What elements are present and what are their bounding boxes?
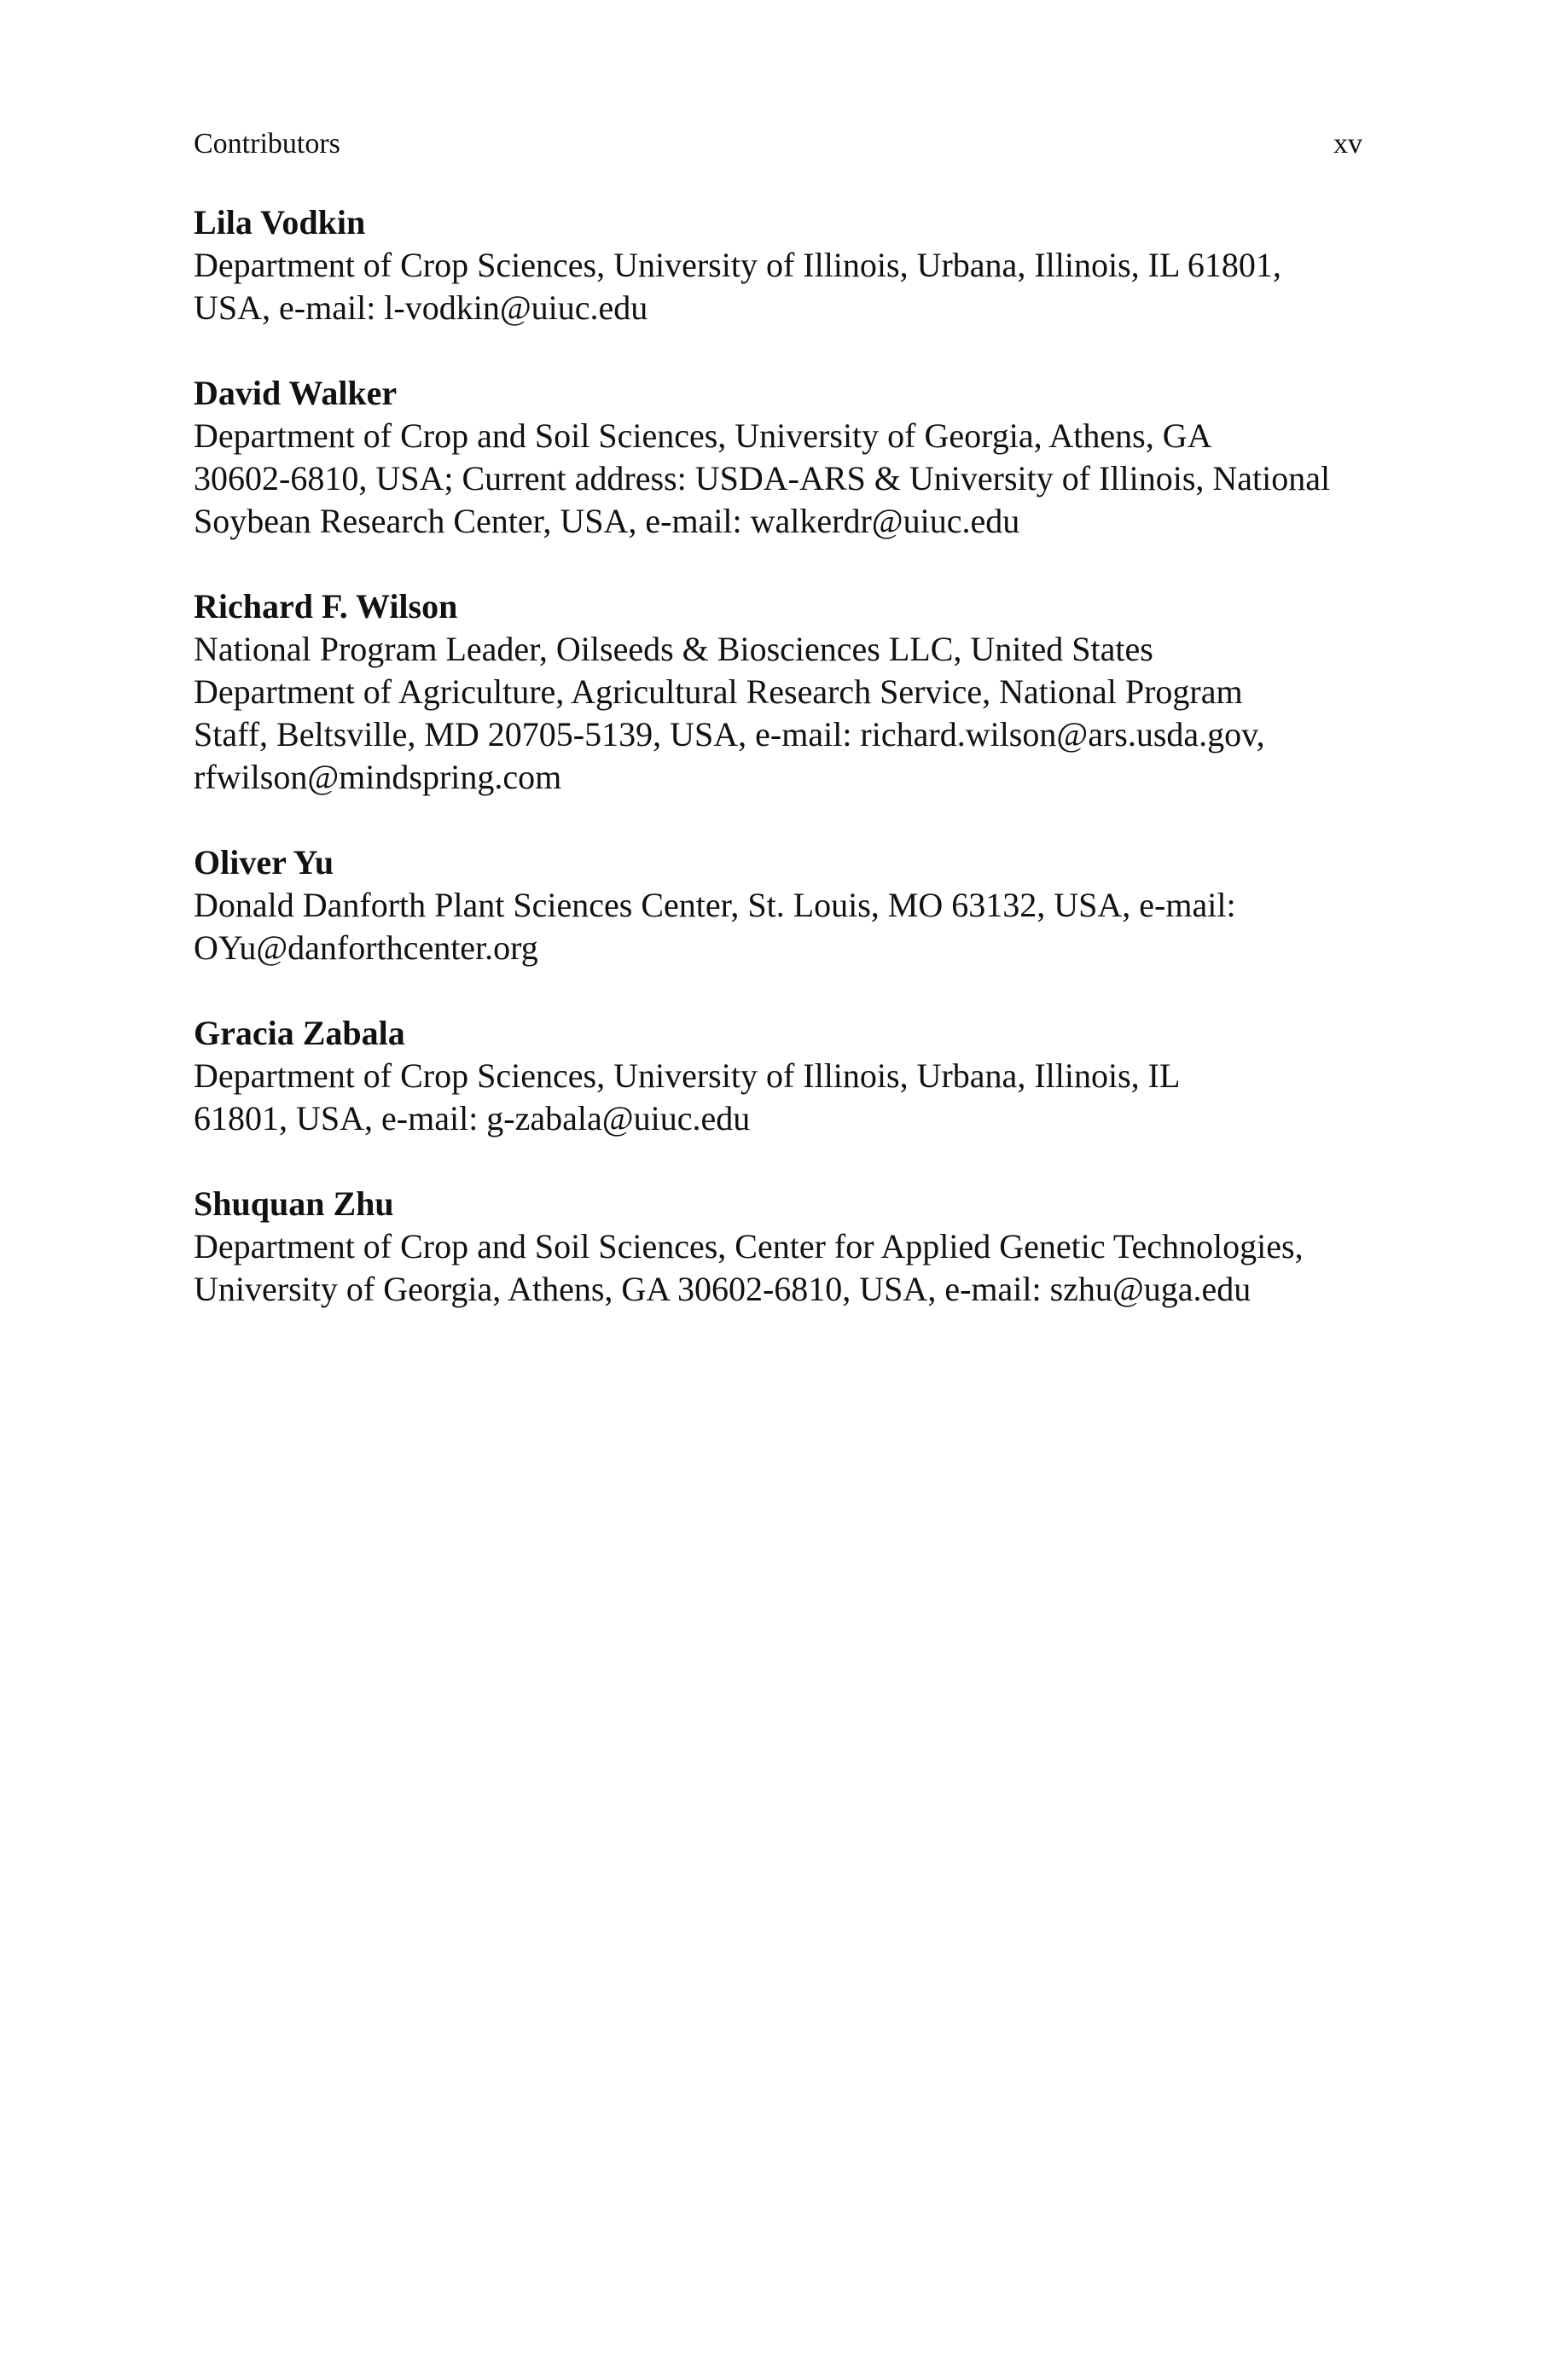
contributor-name: Oliver Yu <box>194 843 334 881</box>
contributor-entry <box>194 1012 1379 1140</box>
contributor-affiliation-line: 30602-6810, USA; Current address: USDA-ARS & University of Illinois, National <box>194 459 1331 497</box>
running-head-title: Contributors <box>194 128 340 160</box>
contributor-name: David Walker <box>194 374 398 412</box>
contributor-name: Richard F. Wilson <box>194 587 458 625</box>
contributor-affiliation-line: Department of Agriculture, Agricultural Research Service, National Program <box>194 672 1243 711</box>
contributor-name: Lila Vodkin <box>194 203 366 241</box>
contributor-entry <box>194 585 1379 799</box>
contributor-name: Gracia Zabala <box>194 1014 405 1052</box>
contributor-affiliation-line: USA, e-mail: l-vodkin@uiuc.edu <box>194 288 648 327</box>
contributor-affiliation-line: 61801, USA, e-mail: g-zabala@uiuc.edu <box>194 1099 751 1137</box>
contributor-affiliation-line: Department of Crop Sciences, University of Illinois, Urbana, Illinois, IL <box>194 1056 1181 1095</box>
contributor-affiliation-line: Department of Crop Sciences, University of Illinois, Urbana, Illinois, IL 61801, <box>194 246 1281 284</box>
contributor-affiliation-line: Department of Crop and Soil Sciences, University of Georgia, Athens, GA <box>194 416 1212 455</box>
contributor-entry <box>194 841 1379 969</box>
running-head <box>194 124 1362 165</box>
contributor-affiliation-line: Staff, Beltsville, MD 20705-5139, USA, e-mail: richard.wilson@ars.usda.gov, <box>194 715 1265 753</box>
contributor-list <box>194 201 1379 1353</box>
contributor-affiliation-line: rfwilson@mindspring.com <box>194 758 562 796</box>
contributor-entry <box>194 201 1379 329</box>
contributor-affiliation-line: OYu@danforthcenter.org <box>194 928 538 967</box>
contributor-entry <box>194 1183 1379 1311</box>
contributor-affiliation-line: Department of Crop and Soil Sciences, Center for Applied Genetic Technologies, <box>194 1227 1304 1265</box>
contributor-entry <box>194 372 1379 543</box>
contributor-affiliation-line: Donald Danforth Plant Sciences Center, St. Louis, MO 63132, USA, e-mail: <box>194 886 1236 924</box>
contributor-name: Shuquan Zhu <box>194 1184 394 1223</box>
contributor-affiliation-line: University of Georgia, Athens, GA 30602-6810, USA, e-mail: szhu@uga.edu <box>194 1270 1251 1308</box>
page-number: xv <box>1333 128 1362 160</box>
contributor-affiliation-line: National Program Leader, Oilseeds & Biosciences LLC, United States <box>194 630 1153 668</box>
contributor-affiliation-line: Soybean Research Center, USA, e-mail: walkerdr@uiuc.edu <box>194 502 1020 540</box>
